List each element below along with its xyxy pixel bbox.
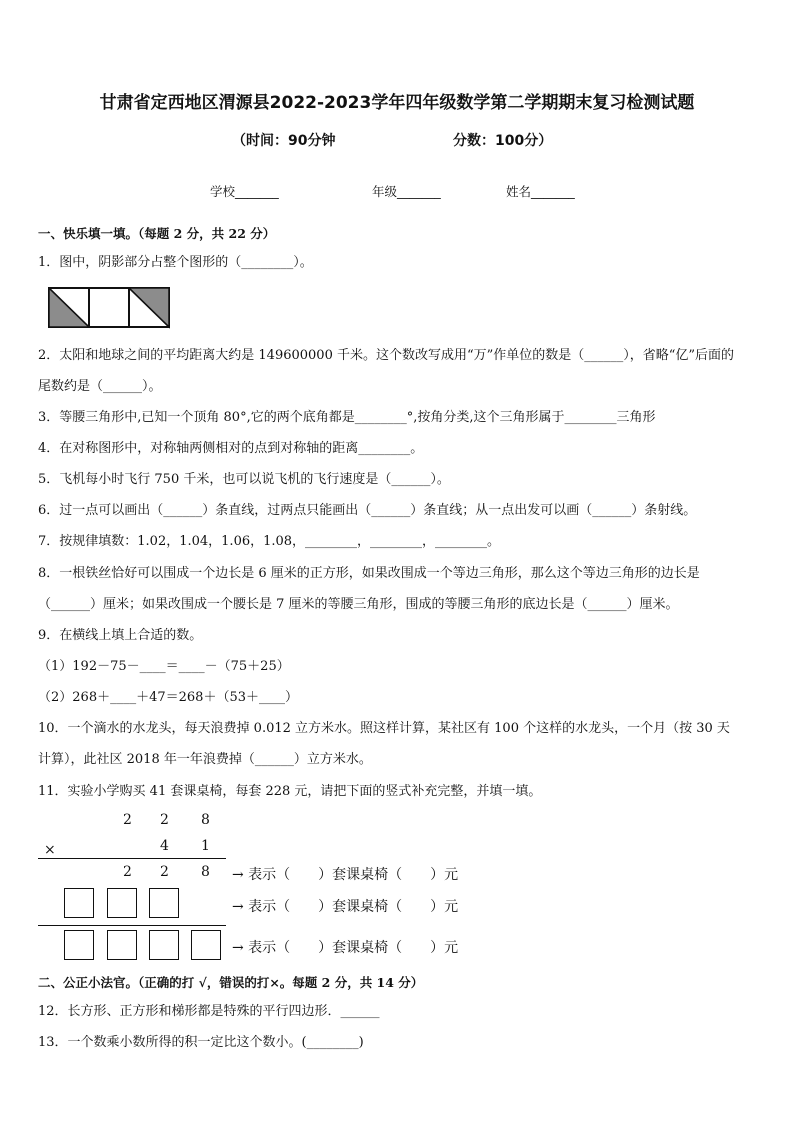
question-4: 4．在对称图形中，对称轴两侧相对的点到对称轴的距离________。	[38, 441, 424, 456]
question-9-part-2: （2）268＋____＋47＝268＋（53＋____）	[38, 690, 298, 705]
question-8-line-2: （______）厘米；如果改围成一个腰长是 7 厘米的等腰三角形，围成的等腰三角形的底边长是（______）厘米。	[38, 597, 679, 612]
question-13: 13．一个数乘小数所得的积一定比这个数小。(________)	[38, 1035, 364, 1050]
explain-row-1: → 表示（ ）套课桌椅（ ）元	[232, 867, 459, 883]
explain-row-2: → 表示（ ）套课桌椅（ ）元	[232, 899, 459, 915]
multiplicand-digit: 8	[201, 812, 210, 828]
times-sign: ×	[44, 842, 56, 858]
answer-box[interactable]	[107, 930, 137, 960]
answer-box[interactable]	[64, 888, 94, 918]
partial-product-digit: 8	[201, 864, 210, 880]
question-9-part-1: （1）192－75－____＝____－（75＋25）	[38, 659, 290, 674]
section-1-heading: 一、快乐填一填。（每题 2 分，共 22 分）	[38, 226, 276, 241]
multiplicand-digit: 2	[160, 812, 169, 828]
partial-product-digit: 2	[123, 864, 132, 880]
question-2-line-1: 2．太阳和地球之间的平均距离大约是 149600000 千米。这个数改写成用“万”作单位的数是（______），省略“亿”后面的	[38, 348, 735, 363]
sum-line-2	[38, 925, 226, 926]
question-8-line-1: 8．一根铁丝恰好可以围成一个边长是 6 厘米的正方形，如果改围成一个等边三角形，那么这个等边三角形的边长是	[38, 566, 700, 581]
section-2-heading: 二、公正小法官。（正确的打 √，错误的打×。每题 2 分，共 14 分）	[38, 975, 424, 990]
name-field[interactable]: 姓名_______	[506, 184, 575, 199]
partial-product-digit: 2	[160, 864, 169, 880]
shaded-squares-figure	[48, 287, 170, 329]
question-5: 5．飞机每小时飞行 750 千米，也可以说飞机的飞行速度是（______）。	[38, 472, 450, 487]
question-7: 7．按规律填数：1.02，1.04，1.06，1.08，________，________，________。	[38, 534, 501, 549]
answer-box[interactable]	[191, 930, 221, 960]
question-9: 9．在横线上填上合适的数。	[38, 628, 203, 643]
multiplicand-digit: 2	[123, 812, 132, 828]
question-11: 11．实验小学购买 41 套课桌椅，每套 228 元，请把下面的竖式补充完整，并填一填。	[38, 784, 542, 799]
grade-field[interactable]: 年级_______	[372, 184, 441, 199]
school-field[interactable]: 学校_______	[210, 184, 279, 199]
question-2-line-2: 尾数约是（______）。	[38, 379, 162, 394]
exam-title: 甘肃省定西地区渭源县2022-2023学年四年级数学第二学期期末复习检测试题	[99, 93, 695, 113]
question-3: 3．等腰三角形中,已知一个顶角 80°,它的两个底角都是________°,按角分类,这个三角形属于________三角形	[38, 410, 656, 425]
exam-time: （时间：90分钟	[232, 133, 336, 149]
sum-line-1	[38, 858, 226, 859]
question-10-line-1: 10．一个滴水的水龙头，每天浪费掉 0.012 立方米水。照这样计算，某社区有 100 个这样的水龙头，一个月（按 30 天	[38, 721, 730, 736]
multiplier-digit: 1	[201, 838, 210, 854]
explain-row-3: → 表示（ ）套课桌椅（ ）元	[232, 940, 459, 956]
question-12: 12．长方形、正方形和梯形都是特殊的平行四边形．______	[38, 1004, 380, 1019]
question-1: 1．图中，阴影部分占整个图形的（________）。	[38, 255, 313, 270]
answer-box[interactable]	[64, 930, 94, 960]
question-6: 6．过一点可以画出（______）条直线，过两点只能画出（______）条直线；从一点出发可以画（______）条射线。	[38, 503, 697, 518]
answer-box[interactable]	[107, 888, 137, 918]
multiplier-digit: 4	[160, 838, 169, 854]
answer-box[interactable]	[149, 888, 179, 918]
answer-box[interactable]	[149, 930, 179, 960]
exam-score: 分数：100分）	[453, 133, 553, 149]
question-10-line-2: 计算），此社区 2018 年一年浪费掉（______）立方米水。	[38, 752, 372, 767]
